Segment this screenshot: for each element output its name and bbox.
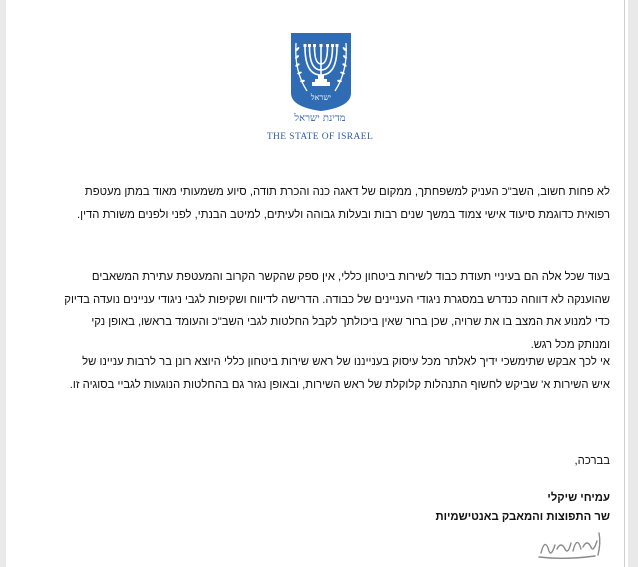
state-name-english: THE STATE OF ISRAEL bbox=[266, 132, 374, 142]
page-frame-left bbox=[0, 0, 6, 567]
closing-greeting: בברכה, bbox=[574, 455, 610, 467]
signer-title: שר התפוצות והמאבק באנטישמיות bbox=[435, 511, 610, 523]
handwritten-signature-icon bbox=[535, 527, 607, 561]
page-frame-right bbox=[628, 0, 638, 567]
emblem-text: ישראל bbox=[310, 93, 332, 102]
letter-paragraph-3: אי לכך אבקש שתימשכי ידיך לאלתר מכל עיסוק בענייננו של ראש שירות ביטחון כללי היוצא רונן בר לרבות עניינו של איש השירות א' שביקש לחשוף התנהלות קלוקלת של ראש השירות, ובאופן נגזר גם בהחלטות הנוגעות לגביי בסוגיה זו. bbox=[69, 356, 610, 391]
letter-paragraph-1: לא פחות חשוב, השב"כ העניק למשפחתך, ממקום של דאגה כנה והכרת תודה, סיוע משמעותי מאוד במתן מעטפת רפואית כדוגמת סיעוד אישי צמוד במשך שנים רבות ובעלות גבוהה ולעיתים, למיטב הבנתי, לפני ולפנים משורת הדין. bbox=[77, 186, 610, 221]
letter-paragraph-2: בעוד שכל אלה הם בעיניי תעודת כבוד לשירות ביטחון כללי, אין ספק שהקשר הקרוב והמעטפת עתירת המשאבים שהוענקה לא דווחה כנדרש במסגרת ניגודי העניינים של כבודה. הדרישה לדיווח ושקיפות לגבי ניגודי עניינים נועדה בדיוק כדי למנוע את המצב בו את שרויה, שכן ברור שאין ביכולתך לקבל החלטות לגבי השב"כ והעומד בראשו, באופן נקי ומנותק מכל רגש. bbox=[64, 271, 610, 351]
menorah-emblem-icon bbox=[289, 31, 353, 112]
state-name-hebrew: מדינת ישראל bbox=[294, 113, 346, 124]
signer-name: עמיחי שיקלי bbox=[547, 492, 610, 504]
page-edge-line bbox=[624, 0, 625, 567]
